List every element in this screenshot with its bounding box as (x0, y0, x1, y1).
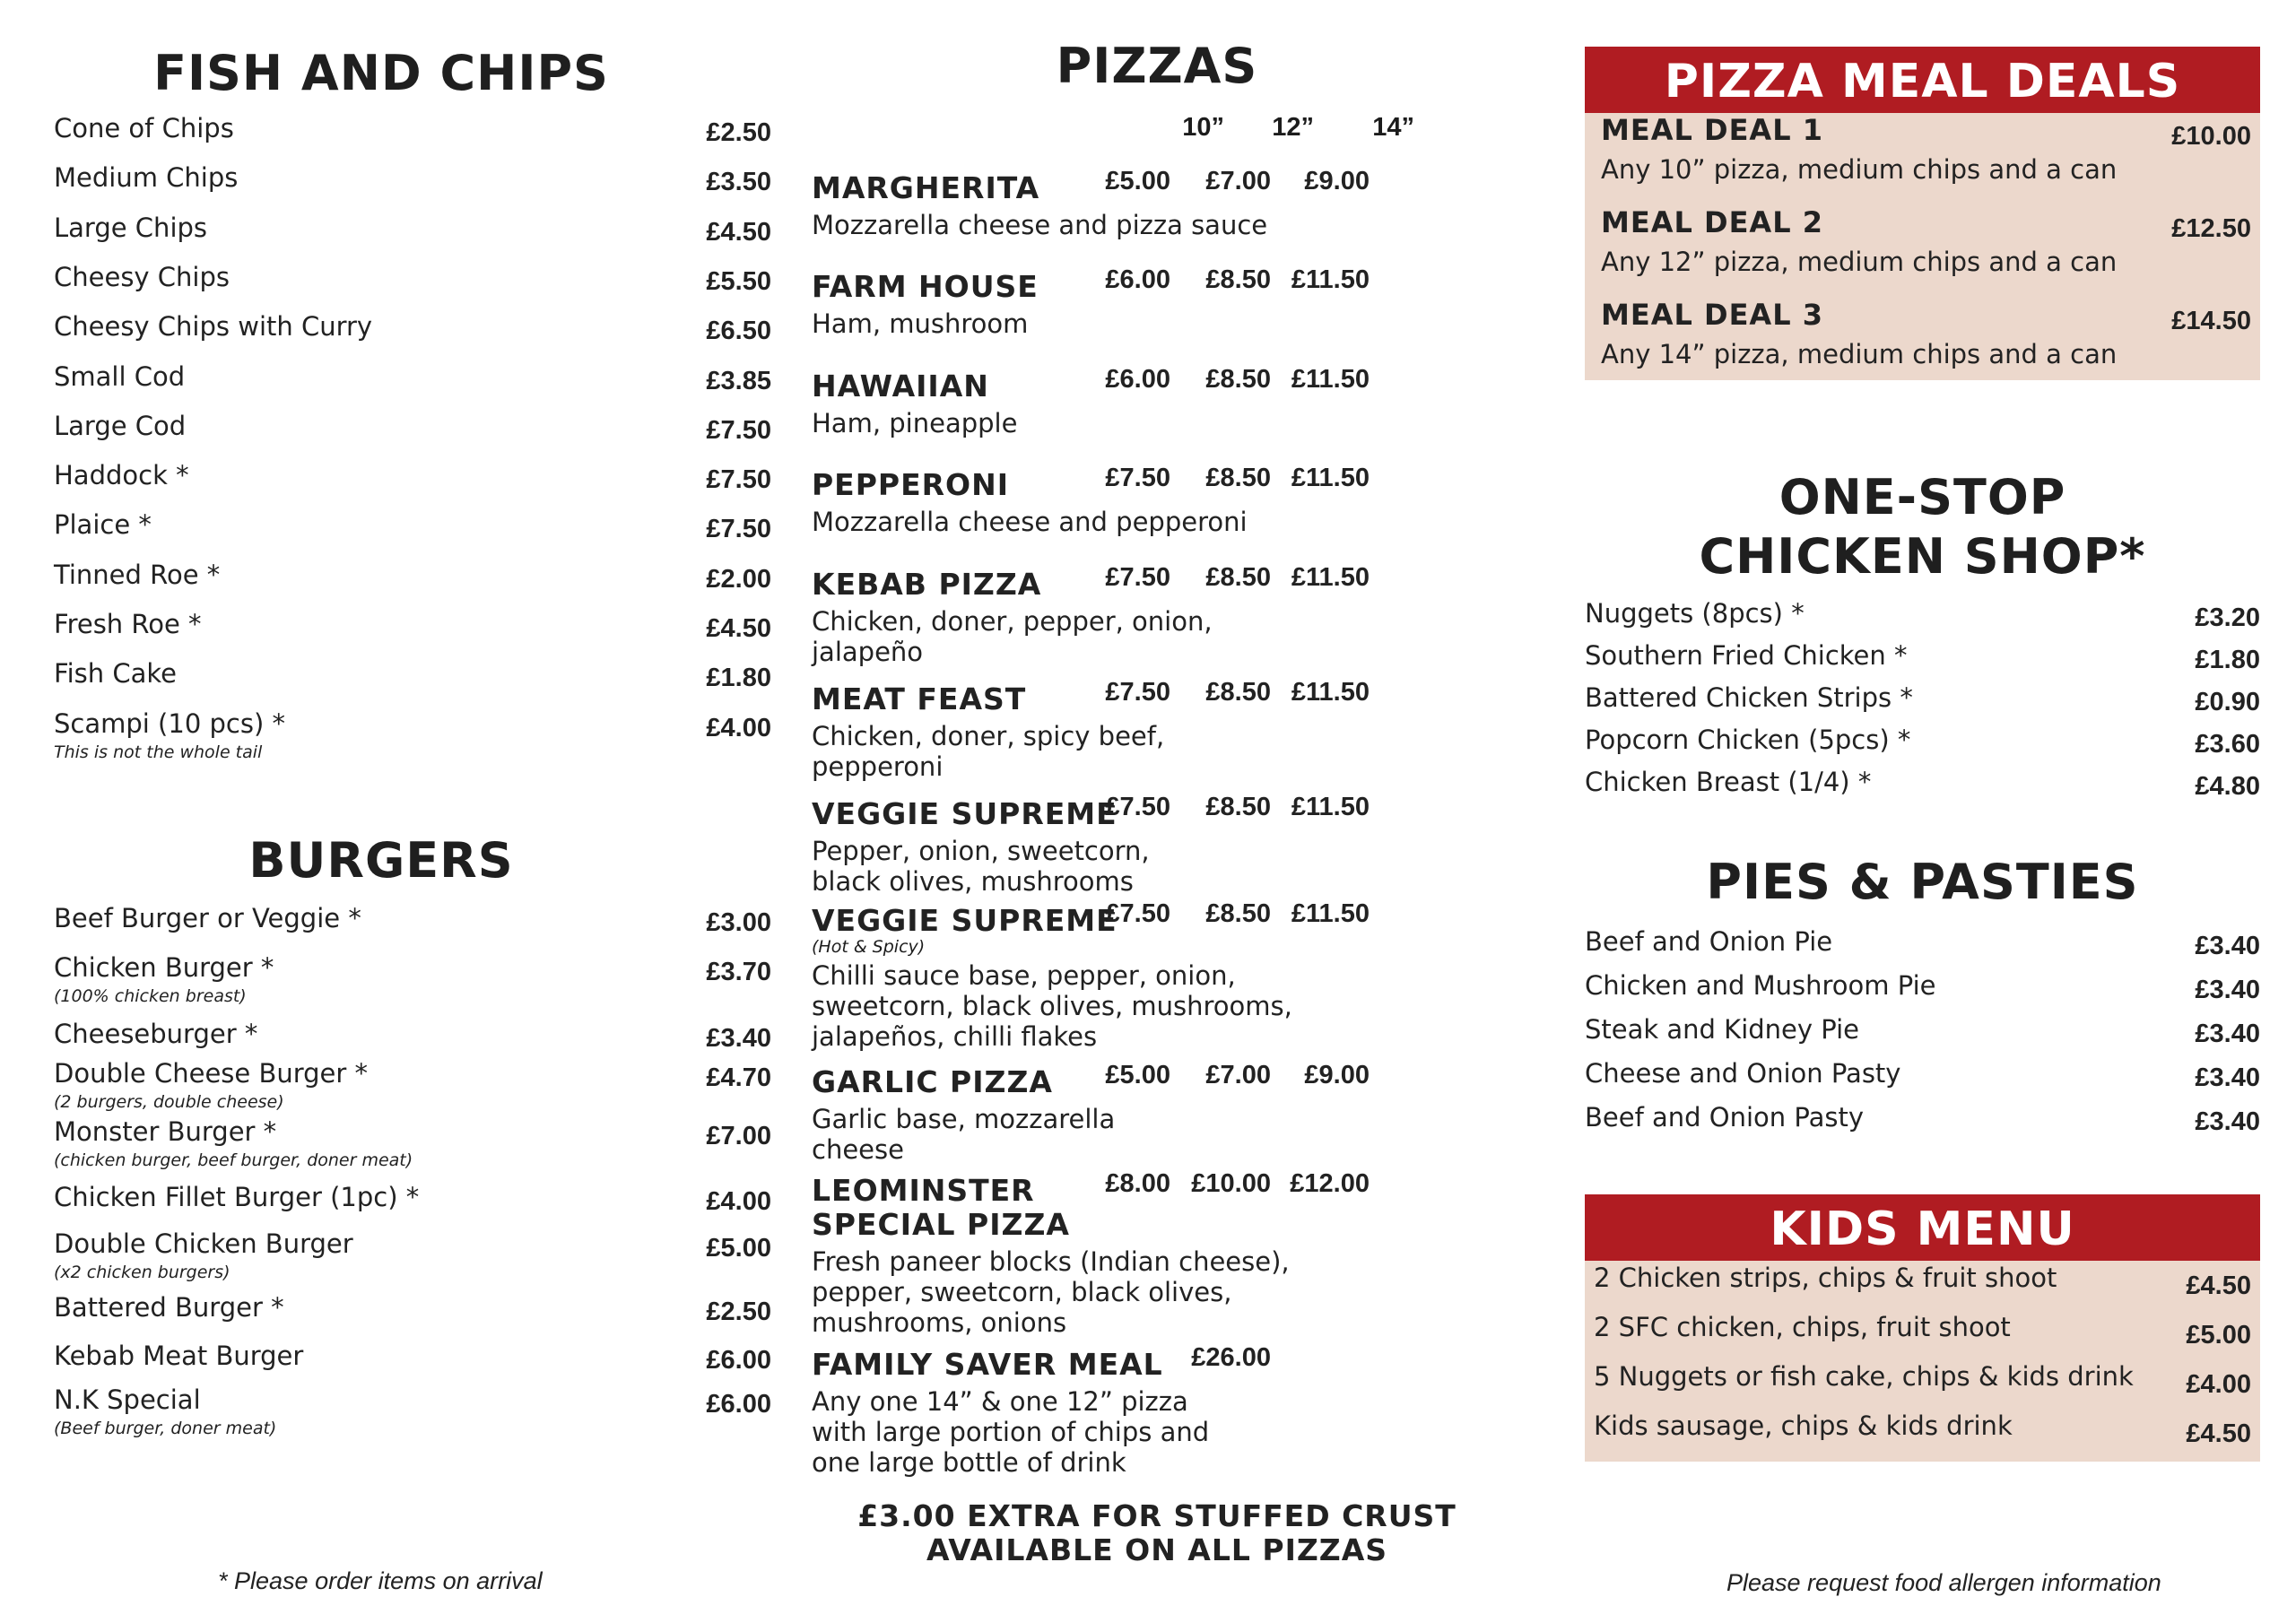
price-12-inch: £26.00 (1191, 1343, 1271, 1372)
price-12-inch: £10.00 (1191, 1169, 1271, 1198)
meal-deal-name: MEAL DEAL 2 (1601, 205, 1823, 239)
item-name: Chicken Burger * (54, 952, 274, 983)
chicken-shop-title-line2: CHICKEN SHOP* (1699, 528, 2146, 585)
item-price: £6.00 (706, 1390, 771, 1419)
item-price: £5.50 (706, 266, 771, 296)
item-price: £2.50 (706, 1298, 771, 1326)
item-name: Cheese and Onion Pasty (1585, 1058, 1901, 1089)
fish-item-row (54, 212, 771, 261)
chicken-shop-title-line1: ONE-STOP (1779, 469, 2066, 525)
fish-item-row (54, 658, 771, 707)
item-name: Scampi (10 pcs) * (54, 707, 285, 739)
kids-item-price: £4.00 (2186, 1370, 2251, 1399)
item-name: Large Cod (54, 410, 187, 441)
item-price: £3.60 (2195, 730, 2260, 759)
item-price: £3.00 (706, 908, 771, 937)
pizza-description: Ham, mushroom (812, 308, 1029, 339)
pie-item-row (1585, 1058, 2260, 1107)
fish-item-row (54, 559, 771, 608)
pies-pasties-title: PIES & PASTIES (1706, 854, 2139, 910)
pizza-subtitle: (Hot & Spicy) (812, 937, 926, 957)
price-10-inch: £7.50 (1105, 899, 1170, 928)
pizza-description: Chicken, doner, pepper, onion, (812, 606, 1213, 637)
burger-item-row (54, 1341, 771, 1389)
pizza-name-line2: SPECIAL PIZZA (812, 1207, 1070, 1242)
meal-deal-price: £14.50 (2171, 307, 2251, 335)
chicken-item-row (1585, 598, 2260, 647)
burger-item-row (54, 1058, 771, 1112)
price-10-inch: £7.50 (1105, 793, 1170, 821)
item-name: Monster Burger * (54, 1116, 277, 1147)
item-name: Nuggets (8pcs) * (1585, 598, 1805, 629)
fish-item-row (54, 162, 771, 211)
pizza-description: one large bottle of drink (812, 1447, 1126, 1478)
item-name: Cheesy Chips with Curry (54, 311, 373, 343)
item-price: £3.40 (2195, 1020, 2260, 1048)
item-name: Double Chicken Burger (54, 1228, 353, 1259)
pizza-description: mushrooms, onions (812, 1307, 1067, 1338)
price-14-inch: £11.50 (1291, 365, 1370, 394)
item-name: Popcorn Chicken (5pcs) * (1585, 725, 1911, 755)
kids-item-name: 2 Chicken strips, chips & fruit shoot (1594, 1263, 2057, 1293)
pizza-description: black olives, mushrooms (812, 866, 1134, 897)
item-price: £3.40 (2195, 1107, 2260, 1136)
pizza-description: with large portion of chips and (812, 1417, 1210, 1447)
kids-item-price: £4.50 (2186, 1271, 2251, 1300)
item-price: £2.00 (706, 564, 771, 594)
price-10-inch: £6.00 (1105, 365, 1170, 394)
item-price: £7.50 (706, 465, 771, 495)
pizza-description: Any one 14” & one 12” pizza (812, 1386, 1188, 1417)
item-note: (100% chicken breast) (54, 986, 247, 1006)
item-name: Medium Chips (54, 162, 239, 194)
item-name: Battered Chicken Strips * (1585, 682, 1913, 713)
pizza-name: PEPPERONI (812, 467, 1010, 502)
fish-item-row (54, 460, 771, 508)
kids-item-name: 5 Nuggets or fish cake, chips & kids drink (1594, 1361, 2134, 1392)
item-price: £4.00 (706, 1187, 771, 1216)
price-12-inch: £8.50 (1205, 563, 1271, 592)
item-name: Small Cod (54, 360, 186, 392)
item-name: Cheeseburger * (54, 1019, 258, 1049)
pizza-description: Garlic base, mozzarella (812, 1104, 1116, 1134)
price-14-inch: £11.50 (1291, 464, 1370, 492)
item-note: (Beef burger, doner meat) (54, 1419, 277, 1438)
fish-item-row (54, 311, 771, 360)
order-on-arrival-note: * Please order items on arrival (218, 1567, 543, 1594)
kids-item-name: 2 SFC chicken, chips, fruit shoot (1594, 1312, 2011, 1342)
item-price: £1.80 (706, 664, 771, 693)
fish-item-row (54, 707, 771, 762)
item-name: Fresh Roe * (54, 609, 202, 639)
item-note: This is not the whole tail (54, 742, 263, 762)
price-14-inch: £12.00 (1290, 1169, 1370, 1198)
item-name: Beef Burger or Veggie * (54, 903, 361, 933)
pizza-name: MEAT FEAST (812, 681, 1027, 716)
pizza-description: jalapeños, chilli flakes (812, 1021, 1098, 1052)
burger-item-row (54, 1182, 771, 1230)
item-price: £4.00 (706, 713, 771, 742)
price-10-inch: £5.00 (1105, 1061, 1170, 1089)
pizza-name: GARLIC PIZZA (812, 1064, 1053, 1099)
pizza-name: VEGGIE SUPREME (812, 796, 1118, 831)
pizzas-title: PIZZAS (1056, 38, 1258, 94)
item-name: Fish Cake (54, 658, 177, 690)
meal-deal-description: Any 10” pizza, medium chips and a can (1601, 154, 2118, 185)
meal-deal-name: MEAL DEAL 1 (1601, 113, 1823, 147)
pizza-name: FARM HOUSE (812, 269, 1039, 304)
item-price: £7.50 (706, 415, 771, 445)
item-name: Beef and Onion Pasty (1585, 1102, 1864, 1133)
item-price: £3.40 (2195, 1063, 2260, 1092)
item-name: Tinned Roe * (54, 559, 221, 590)
price-12-inch: £8.50 (1205, 265, 1271, 294)
item-name: Southern Fried Chicken * (1585, 640, 1908, 671)
item-price: £2.50 (706, 118, 771, 147)
pizza-description: Ham, pineapple (812, 408, 1018, 438)
item-name: Chicken and Mushroom Pie (1585, 970, 1936, 1001)
burger-item-row (54, 1292, 771, 1341)
fish-item-row (54, 410, 771, 459)
item-price: £4.80 (2195, 772, 2260, 801)
item-price: £6.50 (706, 317, 771, 346)
stuffed-crust-line1: £3.00 EXTRA FOR STUFFED CRUST (857, 1498, 1457, 1533)
meal-deal-price: £12.50 (2171, 214, 2251, 243)
item-price: £4.70 (706, 1063, 771, 1092)
price-10-inch: £8.00 (1105, 1169, 1170, 1198)
item-price: £3.85 (706, 366, 771, 395)
chicken-item-row (1585, 682, 2260, 731)
pie-item-row (1585, 970, 2260, 1019)
pizza-name: FAMILY SAVER MEAL (812, 1347, 1163, 1382)
burgers-title: BURGERS (248, 832, 514, 889)
price-14-inch: £11.50 (1291, 793, 1370, 821)
meal-deals-panel (1585, 113, 2260, 380)
pizza-description: cheese (812, 1134, 904, 1165)
stuffed-crust-note (812, 1499, 1502, 1567)
price-14-inch: £11.50 (1291, 899, 1370, 928)
burger-item-row (54, 1228, 771, 1282)
chicken-item-row (1585, 725, 2260, 773)
price-10-inch: £7.50 (1105, 464, 1170, 492)
item-price: £7.00 (706, 1122, 771, 1150)
item-name: Haddock * (54, 460, 189, 491)
item-note: (2 burgers, double cheese) (54, 1092, 284, 1112)
item-price: £3.70 (706, 958, 771, 986)
price-12-inch: £7.00 (1205, 167, 1271, 195)
pizza-name: KEBAB PIZZA (812, 567, 1042, 602)
pizza-name: HAWAIIAN (812, 369, 989, 404)
price-12-inch: £8.50 (1205, 793, 1271, 821)
allergen-note: Please request food allergen information (1726, 1569, 2161, 1596)
pizza-description: jalapeño (812, 637, 924, 667)
item-name: N.K Special (54, 1384, 201, 1415)
burger-item-row (54, 903, 771, 951)
pizza-description: sweetcorn, black olives, mushrooms, (812, 991, 1292, 1021)
meal-deal-description: Any 14” pizza, medium chips and a can (1601, 339, 2118, 369)
pizza-description: Pepper, onion, sweetcorn, (812, 836, 1150, 866)
item-price: £6.00 (706, 1346, 771, 1375)
burger-item-row (54, 1116, 771, 1170)
item-name: Kebab Meat Burger (54, 1341, 304, 1371)
fish-item-row (54, 509, 771, 558)
pizza-name: LEOMINSTER (812, 1173, 1035, 1208)
price-12-inch: £8.50 (1205, 899, 1271, 928)
price-14-inch: £11.50 (1291, 563, 1370, 592)
price-10-inch: £7.50 (1105, 563, 1170, 592)
pizza-description: Chicken, doner, spicy beef, (812, 721, 1165, 751)
kids-item-name: Kids sausage, chips & kids drink (1594, 1410, 2013, 1441)
pizza-name: VEGGIE SUPREME (812, 903, 1118, 938)
price-14-inch: £11.50 (1291, 678, 1370, 707)
item-name: Chicken Fillet Burger (1pc) * (54, 1182, 420, 1212)
fish-and-chips-title: FISH AND CHIPS (153, 45, 609, 101)
item-price: £3.40 (706, 1024, 771, 1053)
price-10-inch: £7.50 (1105, 678, 1170, 707)
item-name: Large Chips (54, 212, 208, 243)
size-header-14: 14” (1372, 113, 1414, 142)
item-name: Double Cheese Burger * (54, 1058, 369, 1089)
price-12-inch: £8.50 (1205, 365, 1271, 394)
stuffed-crust-line2: AVAILABLE ON ALL PIZZAS (926, 1532, 1388, 1567)
pie-item-row (1585, 926, 2260, 975)
fish-item-row (54, 261, 771, 310)
item-name: Beef and Onion Pie (1585, 926, 1833, 957)
meal-deal-name: MEAL DEAL 3 (1601, 298, 1823, 332)
item-price: £7.50 (706, 515, 771, 544)
pie-item-row (1585, 1014, 2260, 1063)
meal-deals-header: PIZZA MEAL DEALS (1585, 47, 2260, 113)
item-price: £5.00 (706, 1234, 771, 1263)
price-14-inch: £9.00 (1304, 1061, 1370, 1089)
meal-deal-description: Any 12” pizza, medium chips and a can (1601, 247, 2118, 277)
kids-menu-panel (1585, 1261, 2260, 1462)
item-name: Cheesy Chips (54, 261, 230, 292)
item-price: £1.80 (2195, 646, 2260, 674)
price-14-inch: £11.50 (1291, 265, 1370, 294)
item-price: £4.50 (706, 614, 771, 643)
size-header-12: 12” (1272, 113, 1314, 142)
pie-item-row (1585, 1102, 2260, 1150)
kids-item-price: £4.50 (2186, 1419, 2251, 1448)
chicken-item-row (1585, 767, 2260, 815)
item-name: Cone of Chips (54, 113, 234, 143)
item-note: (x2 chicken burgers) (54, 1263, 230, 1282)
pizza-name: MARGHERITA (812, 170, 1040, 205)
item-price: £3.20 (2195, 603, 2260, 632)
item-price: £4.50 (706, 217, 771, 247)
item-price: £3.40 (2195, 932, 2260, 960)
fish-item-row (54, 360, 771, 410)
meal-deal-price: £10.00 (2171, 122, 2251, 151)
pizza-description: pepperoni (812, 751, 944, 782)
fish-item-row (54, 113, 771, 161)
price-12-inch: £8.50 (1205, 678, 1271, 707)
price-14-inch: £9.00 (1304, 167, 1370, 195)
item-note: (chicken burger, beef burger, doner meat) (54, 1150, 413, 1170)
item-price: £3.40 (2195, 976, 2260, 1004)
burger-item-row (54, 1384, 771, 1438)
burger-item-row (54, 952, 771, 1006)
size-header-10: 10” (1182, 113, 1224, 142)
price-10-inch: £5.00 (1105, 167, 1170, 195)
price-10-inch: £6.00 (1105, 265, 1170, 294)
kids-menu-header: KIDS MENU (1585, 1194, 2260, 1261)
item-price: £0.90 (2195, 688, 2260, 716)
chicken-item-row (1585, 640, 2260, 689)
fish-item-row (54, 609, 771, 657)
pizza-description: Chilli sauce base, pepper, onion, (812, 960, 1236, 991)
item-name: Plaice * (54, 509, 152, 541)
item-name: Chicken Breast (1/4) * (1585, 767, 1872, 797)
pizza-description: Mozzarella cheese and pepperoni (812, 507, 1248, 537)
item-name: Battered Burger * (54, 1292, 284, 1323)
chicken-shop-title (1585, 468, 2260, 586)
pizza-description: pepper, sweetcorn, black olives, (812, 1277, 1232, 1307)
price-12-inch: £8.50 (1205, 464, 1271, 492)
pizza-description: Fresh paneer blocks (Indian cheese), (812, 1246, 1290, 1277)
item-name: Steak and Kidney Pie (1585, 1014, 1860, 1045)
pizza-description: Mozzarella cheese and pizza sauce (812, 210, 1268, 240)
kids-item-price: £5.00 (2186, 1321, 2251, 1350)
price-12-inch: £7.00 (1205, 1061, 1271, 1089)
item-price: £3.50 (706, 168, 771, 197)
